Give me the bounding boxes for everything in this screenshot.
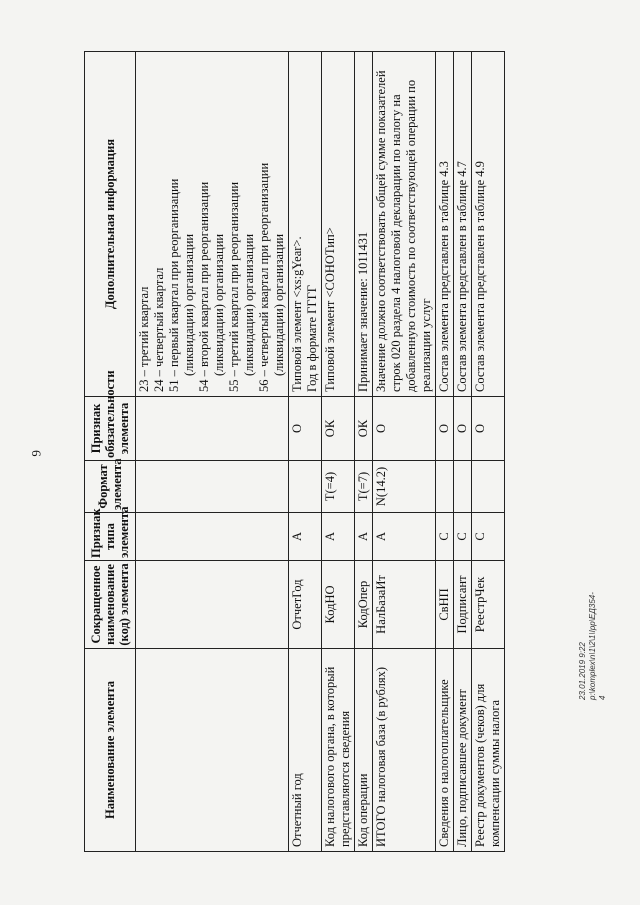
cell-name: Код налогового органа, в который представляются сведения bbox=[322, 649, 355, 852]
table-row bbox=[436, 52, 454, 852]
cell-info: Типовой элемент <xs:gYear>. Год в формате ГГГГ bbox=[289, 52, 322, 397]
table-row bbox=[454, 52, 472, 852]
cell-name: ИТОГО налоговая база (в рублях) bbox=[373, 649, 436, 852]
period-code-list bbox=[137, 56, 287, 392]
list-item: 55 – третий квартал при реорганизации (ликвидации) организации bbox=[227, 181, 256, 392]
cell-name: Отчетный год bbox=[289, 649, 322, 852]
header-format: Формат элемента bbox=[85, 461, 136, 513]
cell-format: T(=4) bbox=[322, 461, 355, 513]
list-item: 24 – четвертый квартал bbox=[152, 267, 166, 392]
table-row bbox=[373, 52, 436, 852]
header-info: Дополнительная информация bbox=[85, 52, 136, 397]
cell-format bbox=[472, 461, 505, 513]
table-row bbox=[472, 52, 505, 852]
cell-name: Сведения о налогоплательщике bbox=[436, 649, 454, 852]
cell-type: А bbox=[373, 513, 436, 561]
table-row bbox=[289, 52, 322, 852]
table-row-period-codes bbox=[136, 52, 289, 852]
cell-info: Состав элемента представлен в таблице 4.7 bbox=[454, 52, 472, 397]
header-required: Признак обязательности элемента bbox=[85, 397, 136, 461]
rotated-document bbox=[84, 52, 502, 852]
header-name: Наименование элемента bbox=[85, 649, 136, 852]
cell-format bbox=[289, 461, 322, 513]
cell-required: О bbox=[436, 397, 454, 461]
cell-code: Подписант bbox=[454, 561, 472, 649]
cell-type: А bbox=[289, 513, 322, 561]
table-row bbox=[355, 52, 373, 852]
cell-type: А bbox=[322, 513, 355, 561]
print-timestamp: 23.01.2019 9:22 bbox=[578, 642, 587, 700]
file-path: p:\komplex\n\1\2\1\Ipp\ЕД354-4 bbox=[588, 592, 607, 700]
cell-name: Реестр документов (чеков) для компенсации суммы налога bbox=[472, 649, 505, 852]
header-type: Признак типа элемента bbox=[85, 513, 136, 561]
cell-required: О bbox=[289, 397, 322, 461]
cell-name: Код операции bbox=[355, 649, 373, 852]
cell-format bbox=[436, 461, 454, 513]
page-number: 6 bbox=[29, 450, 44, 457]
cell-format: T(=7) bbox=[355, 461, 373, 513]
list-item: 51 – первый квартал при реорганизации (ликвидации) организации bbox=[167, 178, 196, 392]
cell-code: НалБазаИт bbox=[373, 561, 436, 649]
cell-name: Лицо, подписавшее документ bbox=[454, 649, 472, 852]
cell-code: КодОпер bbox=[355, 561, 373, 649]
cell-required: ОК bbox=[355, 397, 373, 461]
cell-info: Состав элемента представлен в таблице 4.9 bbox=[472, 52, 505, 397]
cell-required: О bbox=[373, 397, 436, 461]
cell-required: ОК bbox=[322, 397, 355, 461]
cell-info: Значение должно соответствовать общей сумме показателей строк 020 раздела 4 налоговой декларации по налогу на добавленную стоимость по соответствующей операции по реализации услуг bbox=[373, 52, 436, 397]
list-item: 54 – второй квартал при реорганизации (ликвидации) организации bbox=[197, 181, 226, 392]
cell-code: КодНО bbox=[322, 561, 355, 649]
table-row bbox=[322, 52, 355, 852]
period-codes-cell bbox=[136, 52, 289, 397]
cell-code: ОтчетГод bbox=[289, 561, 322, 649]
header-code: Сокращенное наименование (код) элемента bbox=[85, 561, 136, 649]
cell-type: С bbox=[472, 513, 505, 561]
cell-required: О bbox=[454, 397, 472, 461]
cell-format: N(14.2) bbox=[373, 461, 436, 513]
cell-info: Состав элемента представлен в таблице 4.3 bbox=[436, 52, 454, 397]
element-table bbox=[84, 51, 505, 852]
cell-format bbox=[454, 461, 472, 513]
print-stamp bbox=[578, 592, 608, 700]
list-item: 23 – третий квартал bbox=[137, 286, 151, 392]
cell-info: Принимает значение: 1011431 bbox=[355, 52, 373, 397]
list-item: 56 – четвертый квартал при реорганизации (ликвидации) организации bbox=[257, 162, 286, 392]
cell-code: РеестрЧек bbox=[472, 561, 505, 649]
cell-required: О bbox=[472, 397, 505, 461]
cell-type: С bbox=[436, 513, 454, 561]
table-header-row bbox=[85, 52, 136, 852]
cell-info: Типовой элемент <СОНОТип> bbox=[322, 52, 355, 397]
cell-code: СвНП bbox=[436, 561, 454, 649]
cell-type: А bbox=[355, 513, 373, 561]
cell-type: С bbox=[454, 513, 472, 561]
